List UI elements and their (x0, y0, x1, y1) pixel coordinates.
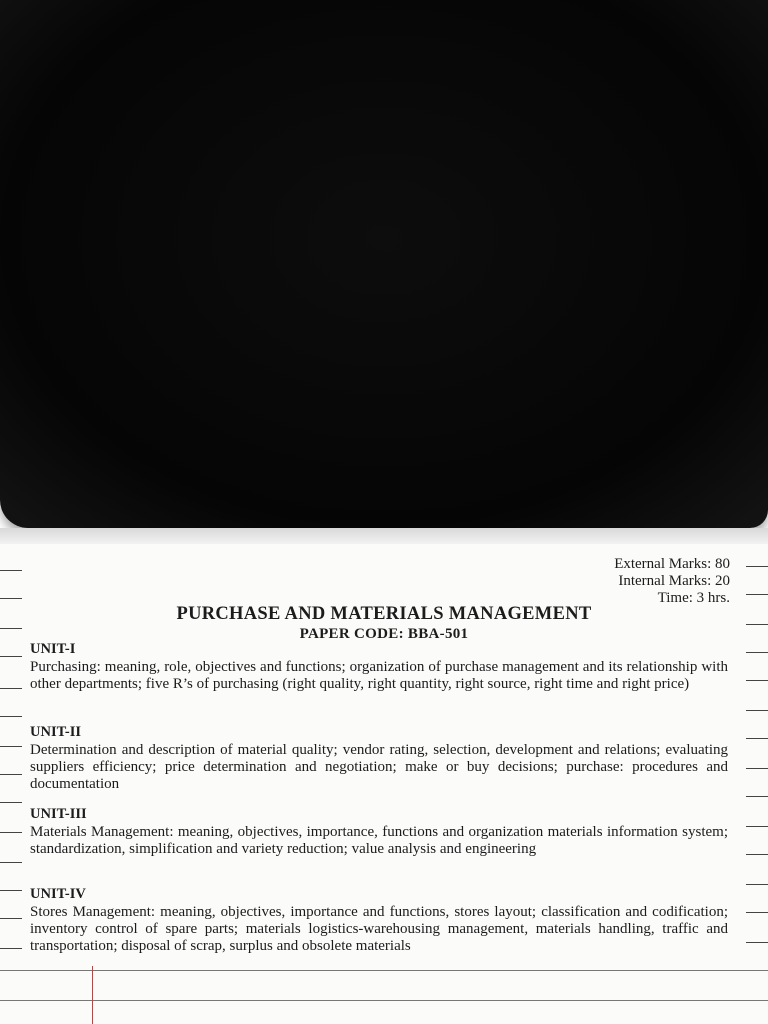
unit-content: Stores Management: meaning, objectives, importance and functions, stores layout; classification and codification; inventory control of spare parts; materials logistics-warehousing management, materials handling, traffic and transportation; disposal of scrap, surplus and obsolete materials (30, 904, 728, 954)
unit-heading: UNIT-III (30, 806, 87, 822)
unit-section (30, 641, 728, 693)
ruled-line (0, 1000, 768, 1001)
margin-tick (746, 854, 768, 855)
margin-tick (746, 710, 768, 711)
margin-tick (0, 832, 22, 833)
unit-heading: UNIT-IV (30, 886, 86, 902)
margin-tick (746, 680, 768, 681)
margin-tick (0, 746, 22, 747)
margin-tick (746, 768, 768, 769)
unit-content: Purchasing: meaning, role, objectives and functions; organization of purchase management and its relationship with other departments; five R’s of purchasing (right quality, right quantity, right source, right time and right price) (30, 659, 728, 692)
internal-marks: Internal Marks: 20 (618, 573, 730, 589)
margin-tick (0, 802, 22, 803)
margin-tick (746, 796, 768, 797)
exam-time: Time: 3 hrs. (657, 590, 730, 606)
margin-tick (0, 598, 22, 599)
margin-tick (746, 652, 768, 653)
margin-tick (746, 826, 768, 827)
unit-content: Materials Management: meaning, objectives, importance, functions and organization materials information system; standardization, simplification and variety reduction; value analysis and engineering (30, 824, 728, 857)
margin-tick (0, 890, 22, 891)
paper-code: PAPER CODE: BBA-501 (299, 626, 469, 642)
margin-tick (746, 738, 768, 739)
margin-tick (746, 566, 768, 567)
unit-section (30, 724, 728, 793)
unit-heading: UNIT-II (30, 724, 82, 740)
page-gap (0, 528, 768, 544)
margin-tick (0, 688, 22, 689)
margin-tick (0, 570, 22, 571)
margin-tick (746, 884, 768, 885)
margin-tick (0, 716, 22, 717)
external-marks: External Marks: 80 (614, 556, 730, 572)
margin-tick (746, 942, 768, 943)
margin-tick (746, 912, 768, 913)
margin-tick (0, 948, 22, 949)
margin-tick (0, 918, 22, 919)
margin-tick (0, 656, 22, 657)
unit-section (30, 806, 728, 858)
unit-content: Determination and description of material quality; vendor rating, selection, development and relations; evaluating suppliers efficiency; price determination and negotiation; make or buy decisions; purchase: procedures and documentation (30, 742, 728, 792)
margin-tick (746, 594, 768, 595)
page-title: PURCHASE AND MATERIALS MANAGEMENT (176, 604, 592, 624)
margin-tick (0, 862, 22, 863)
ruled-line (0, 970, 768, 971)
unit-heading: UNIT-I (30, 641, 76, 657)
unit-section (30, 886, 728, 955)
margin-line (92, 966, 93, 1024)
margin-tick (0, 774, 22, 775)
